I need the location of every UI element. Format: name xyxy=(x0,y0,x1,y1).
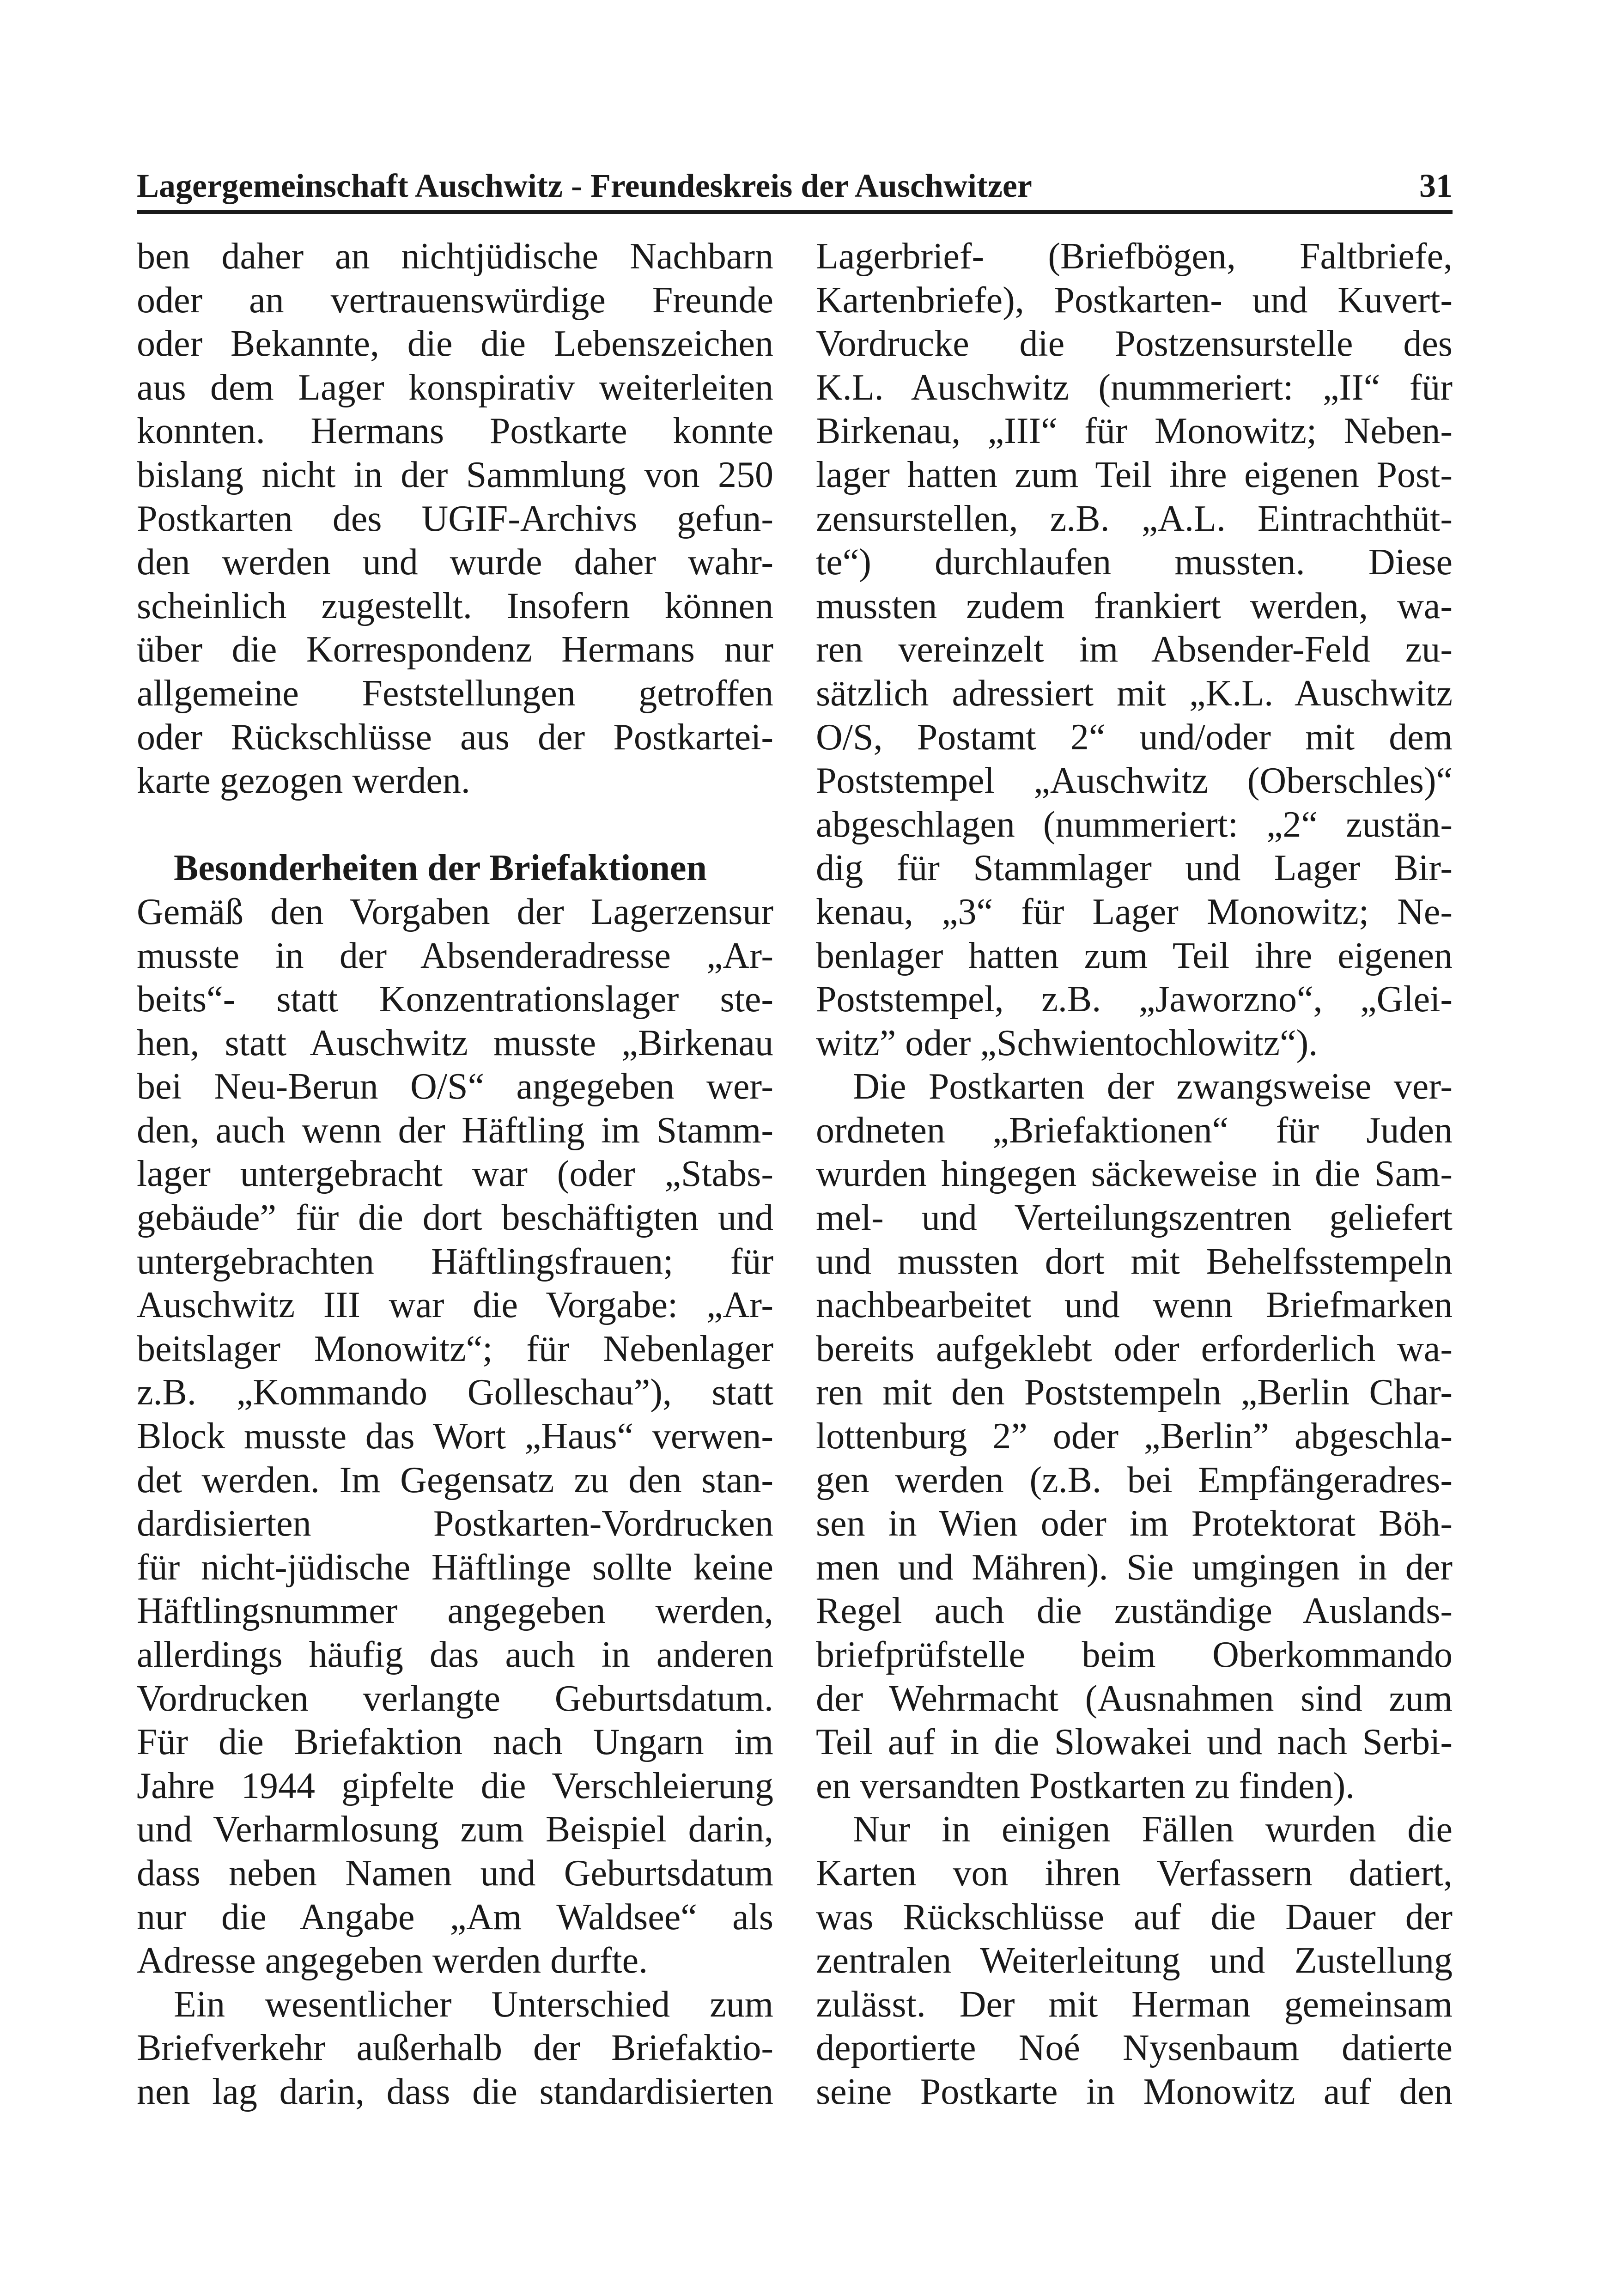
text-line: allgemeine Feststellungen getroffen xyxy=(137,673,773,714)
text-line: sätzlich adressiert mit „K.L. Auschwitz xyxy=(816,673,1453,714)
text-line: karte gezogen werden. xyxy=(137,760,470,802)
text-line: dardisierten Postkarten-Vordrucken xyxy=(137,1503,773,1544)
text-line: oder an vertrauenswürdige Freunde xyxy=(137,279,773,321)
text-line: scheinlich zugestellt. Insofern können xyxy=(137,585,773,626)
text-line: beitslager Monowitz“; für Nebenlager xyxy=(137,1328,773,1369)
text-line: zensurstellen, z.B. „A.L. Eintrachthüt- xyxy=(816,498,1453,539)
text-line: Poststempel „Auschwitz (Oberschles)“ xyxy=(816,760,1453,802)
text-line: K.L. Auschwitz (nummeriert: „II“ für xyxy=(816,367,1453,408)
header-rule xyxy=(137,210,1453,214)
text-line: bislang nicht in der Sammlung von 250 xyxy=(137,454,773,495)
text-line: Lagerbrief- (Briefbögen, Faltbriefe, xyxy=(816,236,1453,277)
text-line: gen werden (z.B. bei Empfängeradres- xyxy=(816,1459,1453,1500)
text-line: den werden und wurde daher wahr- xyxy=(137,542,773,583)
text-line: gebäude” für die dort beschäftigten und xyxy=(137,1197,773,1239)
running-header xyxy=(137,163,1453,209)
text-line: Für die Briefaktion nach Ungarn im xyxy=(137,1722,773,1763)
text-line: ordneten „Briefaktionen“ für Juden xyxy=(816,1110,1453,1151)
text-line: Karten von ihren Verfassern datiert, xyxy=(816,1853,1453,1894)
header-title: Lagergemeinschaft Auschwitz - Freundeskreis der Auschwitzer xyxy=(137,167,1032,204)
text-line: zentralen Weiterleitung und Zustellung xyxy=(816,1940,1453,1981)
text-line: wurden hingegen säckeweise in die Sam- xyxy=(816,1154,1453,1195)
text-line: Vordrucke die Postzensurstelle des xyxy=(816,323,1453,364)
text-line: ben daher an nichtjüdische Nachbarn xyxy=(137,236,773,277)
text-line: Auschwitz III war die Vorgabe: „Ar- xyxy=(137,1285,773,1326)
text-line: Ein wesentlicher Unterschied zum xyxy=(174,1984,773,2025)
text-line: abgeschlagen (nummeriert: „2“ zustän- xyxy=(816,804,1453,845)
text-line: oder Rückschlüsse aus der Postkartei- xyxy=(137,717,773,758)
text-line: nur die Angabe „Am Waldsee“ als xyxy=(137,1896,773,1938)
text-line: über die Korrespondenz Hermans nur xyxy=(137,629,773,670)
text-line: Briefverkehr außerhalb der Briefaktio- xyxy=(137,2028,773,2069)
text-line: Jahre 1944 gipfelte die Verschleierung xyxy=(137,1765,773,1806)
text-line: z.B. „Kommando Golleschau”), statt xyxy=(137,1372,773,1413)
text-line: te“) durchlaufen mussten. Diese xyxy=(816,542,1453,583)
text-line: men und Mähren). Sie umgingen in der xyxy=(816,1547,1453,1588)
text-line: Adresse angegeben werden durfte. xyxy=(137,1940,648,1981)
blank-line xyxy=(137,803,773,847)
text-line: deportierte Noé Nysenbaum datierte xyxy=(816,2028,1453,2069)
text-line: kenau, „3“ für Lager Monowitz; Ne- xyxy=(816,891,1453,932)
text-line: bei Neu-Berun O/S“ angegeben wer- xyxy=(137,1066,773,1107)
text-line: Poststempel, z.B. „Jaworzno“, „Glei- xyxy=(816,979,1453,1020)
text-line: lager hatten zum Teil ihre eigenen Post- xyxy=(816,454,1453,495)
text-line: Kartenbriefe), Postkarten- und Kuvert- xyxy=(816,279,1453,321)
text-line: Die Postkarten der zwangsweise ver- xyxy=(853,1066,1453,1107)
text-line: allerdings häufig das auch in anderen xyxy=(137,1634,773,1675)
text-line: det werden. Im Gegensatz zu den stan- xyxy=(137,1459,773,1500)
left-column xyxy=(137,235,773,2114)
text-line: bereits aufgeklebt oder erforderlich wa- xyxy=(816,1328,1453,1369)
text-line: seine Postkarte in Monowitz auf den xyxy=(816,2071,1453,2112)
text-line: musste in der Absenderadresse „Ar- xyxy=(137,935,773,976)
text-line: mel- und Verteilungszentren geliefert xyxy=(816,1197,1453,1239)
text-line: den, auch wenn der Häftling im Stamm- xyxy=(137,1110,773,1151)
right-column xyxy=(816,235,1453,2114)
text-line: beits“- statt Konzentrationslager ste- xyxy=(137,979,773,1020)
text-line: Häftlingsnummer angegeben werden, xyxy=(137,1591,773,1632)
text-line: Postkarten des UGIF-Archivs gefun- xyxy=(137,498,773,539)
text-line: und Verharmlosung zum Beispiel darin, xyxy=(137,1809,773,1850)
text-line: en versandten Postkarten zu finden). xyxy=(816,1765,1355,1806)
text-line: was Rückschlüsse auf die Dauer der xyxy=(816,1896,1453,1938)
section-heading: Besonderheiten der Briefaktionen xyxy=(174,848,707,889)
text-line: der Wehrmacht (Ausnahmen sind zum xyxy=(816,1678,1453,1719)
text-line: Vordrucken verlangte Geburtsdatum. xyxy=(137,1678,773,1719)
text-line: Nur in einigen Fällen wurden die xyxy=(853,1809,1453,1850)
text-line: zulässt. Der mit Herman gemeinsam xyxy=(816,1984,1453,2025)
text-line: und mussten dort mit Behelfsstempeln xyxy=(816,1241,1453,1282)
page-number: 31 xyxy=(1419,167,1453,204)
text-line: für nicht-jüdische Häftlinge sollte keine xyxy=(137,1547,773,1588)
text-line: lager untergebracht war (oder „Stabs- xyxy=(137,1154,773,1195)
text-line: mussten zudem frankiert werden, wa- xyxy=(816,585,1453,626)
text-line: witz” oder „Schwientochlowitz“). xyxy=(816,1022,1318,1063)
text-line: O/S, Postamt 2“ und/oder mit dem xyxy=(816,717,1453,758)
text-line: sen in Wien oder im Protektorat Böh- xyxy=(816,1503,1453,1544)
text-line: lottenburg 2” oder „Berlin” abgeschla- xyxy=(816,1416,1453,1457)
text-line: konnten. Hermans Postkarte konnte xyxy=(137,411,773,452)
text-line: nen lag darin, dass die standardisierten xyxy=(137,2071,773,2112)
text-line: dass neben Namen und Geburtsdatum xyxy=(137,1853,773,1894)
text-line: benlager hatten zum Teil ihre eigenen xyxy=(816,935,1453,976)
text-line: briefprüfstelle beim Oberkommando xyxy=(816,1634,1453,1675)
text-line: Regel auch die zuständige Auslands- xyxy=(816,1591,1453,1632)
text-line: Block musste das Wort „Haus“ verwen- xyxy=(137,1416,773,1457)
text-line: aus dem Lager konspirativ weiterleiten xyxy=(137,367,773,408)
text-line: nachbearbeitet und wenn Briefmarken xyxy=(816,1285,1453,1326)
text-line: Gemäß den Vorgaben der Lagerzensur xyxy=(137,891,773,932)
text-line: untergebrachten Häftlingsfrauen; für xyxy=(137,1241,773,1282)
text-line: hen, statt Auschwitz musste „Birkenau xyxy=(137,1022,773,1063)
text-line: ren vereinzelt im Absender-Feld zu- xyxy=(816,629,1453,670)
text-line: Teil auf in die Slowakei und nach Serbi- xyxy=(816,1722,1453,1763)
text-line: ren mit den Poststempeln „Berlin Char- xyxy=(816,1372,1453,1413)
text-line: Birkenau, „III“ für Monowitz; Neben- xyxy=(816,411,1453,452)
text-line: dig für Stammlager und Lager Bir- xyxy=(816,848,1453,889)
text-line: oder Bekannte, die die Lebenszeichen xyxy=(137,323,773,364)
